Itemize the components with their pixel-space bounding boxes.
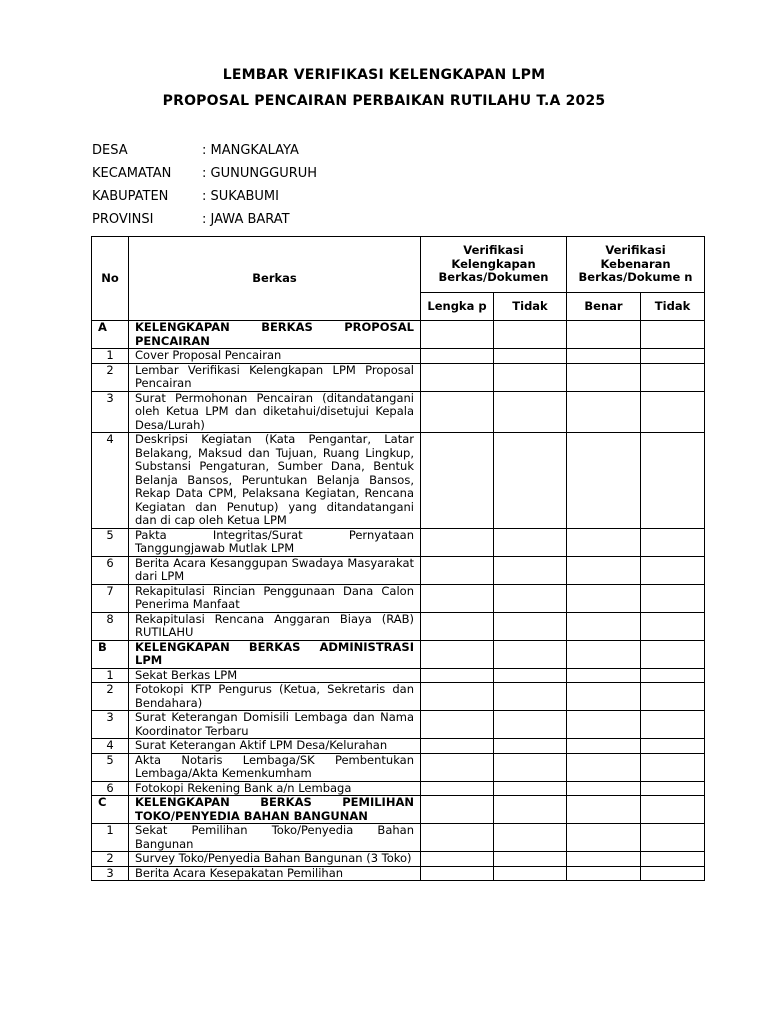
row-number: 2	[92, 363, 129, 391]
check-tidak-benar-cell[interactable]	[641, 556, 705, 584]
row-number: 1	[92, 824, 129, 852]
row-number: 5	[92, 528, 129, 556]
check-benar-cell[interactable]	[567, 640, 641, 668]
check-benar-cell[interactable]	[567, 824, 641, 852]
section-title: KELENGKAPAN BERKAS PEMILIHAN TOKO/PENYEDIA BAHAN BANGUNAN	[129, 796, 421, 824]
table-row	[92, 824, 705, 852]
check-tidak-benar-cell[interactable]	[641, 753, 705, 781]
berkas-item: Surat Keterangan Domisili Lembaga dan Nama Koordinator Terbaru	[129, 711, 421, 739]
table-row	[92, 781, 705, 796]
check-tidak-lengkap-cell[interactable]	[494, 668, 567, 683]
info-row-provinsi	[92, 210, 290, 230]
check-lengkap-cell[interactable]	[421, 391, 494, 433]
header-berkas: Berkas	[129, 237, 421, 321]
info-value: : SUKABUMI	[202, 189, 279, 204]
check-tidak-benar-cell[interactable]	[641, 321, 705, 349]
check-benar-cell[interactable]	[567, 349, 641, 364]
table-row	[92, 584, 705, 612]
row-number: 5	[92, 753, 129, 781]
check-lengkap-cell[interactable]	[421, 556, 494, 584]
berkas-item: Berita Acara Kesanggupan Swadaya Masyarakat dari LPM	[129, 556, 421, 584]
row-number: 3	[92, 866, 129, 881]
check-benar-cell[interactable]	[567, 433, 641, 529]
check-lengkap-cell[interactable]	[421, 433, 494, 529]
check-lengkap-cell[interactable]	[421, 781, 494, 796]
check-lengkap-cell[interactable]	[421, 584, 494, 612]
check-tidak-lengkap-cell[interactable]	[494, 556, 567, 584]
table-body	[92, 321, 705, 881]
info-row-desa	[92, 141, 299, 161]
berkas-item: Lembar Verifikasi Kelengkapan LPM Proposal Pencairan	[129, 363, 421, 391]
section-row	[92, 796, 705, 824]
berkas-item: Survey Toko/Penyedia Bahan Bangunan (3 Toko)	[129, 852, 421, 867]
check-tidak-benar-cell[interactable]	[641, 739, 705, 754]
check-lengkap-cell[interactable]	[421, 640, 494, 668]
check-tidak-lengkap-cell[interactable]	[494, 852, 567, 867]
section-row	[92, 321, 705, 349]
row-number: 2	[92, 852, 129, 867]
check-tidak-benar-cell[interactable]	[641, 528, 705, 556]
check-benar-cell[interactable]	[567, 391, 641, 433]
check-lengkap-cell[interactable]	[421, 824, 494, 852]
berkas-item: Surat Keterangan Aktif LPM Desa/Kelurahan	[129, 739, 421, 754]
check-lengkap-cell[interactable]	[421, 753, 494, 781]
check-tidak-benar-cell[interactable]	[641, 363, 705, 391]
row-number: 1	[92, 349, 129, 364]
row-number: 3	[92, 711, 129, 739]
berkas-item: Sekat Berkas LPM	[129, 668, 421, 683]
check-tidak-lengkap-cell[interactable]	[494, 528, 567, 556]
check-benar-cell[interactable]	[567, 528, 641, 556]
check-tidak-lengkap-cell[interactable]	[494, 796, 567, 824]
subheader-benar: Benar	[567, 293, 641, 321]
check-lengkap-cell[interactable]	[421, 612, 494, 640]
check-tidak-lengkap-cell[interactable]	[494, 824, 567, 852]
check-benar-cell[interactable]	[567, 321, 641, 349]
info-value: : JAWA BARAT	[202, 212, 290, 227]
check-benar-cell[interactable]	[567, 584, 641, 612]
table-row	[92, 668, 705, 683]
check-lengkap-cell[interactable]	[421, 349, 494, 364]
check-lengkap-cell[interactable]	[421, 796, 494, 824]
check-tidak-benar-cell[interactable]	[641, 391, 705, 433]
check-benar-cell[interactable]	[567, 612, 641, 640]
table-row	[92, 433, 705, 529]
row-number: 6	[92, 781, 129, 796]
info-row-kabupaten	[92, 187, 279, 207]
check-lengkap-cell[interactable]	[421, 852, 494, 867]
subheader-lengkap: Lengka p	[421, 293, 494, 321]
check-tidak-benar-cell[interactable]	[641, 824, 705, 852]
check-lengkap-cell[interactable]	[421, 528, 494, 556]
row-number: B	[92, 640, 129, 668]
table-row	[92, 739, 705, 754]
row-number: 6	[92, 556, 129, 584]
check-lengkap-cell[interactable]	[421, 321, 494, 349]
check-tidak-lengkap-cell[interactable]	[494, 584, 567, 612]
subheader-tidak-2: Tidak	[641, 293, 705, 321]
header-no: No	[92, 237, 129, 321]
check-lengkap-cell[interactable]	[421, 739, 494, 754]
subheader-tidak-1: Tidak	[494, 293, 567, 321]
check-benar-cell[interactable]	[567, 711, 641, 739]
check-tidak-benar-cell[interactable]	[641, 683, 705, 711]
section-row	[92, 640, 705, 668]
table-row	[92, 528, 705, 556]
row-number: 2	[92, 683, 129, 711]
berkas-item: Akta Notaris Lembaga/SK Pembentukan Lembaga/Akta Kemenkumham	[129, 753, 421, 781]
table-row	[92, 349, 705, 364]
document-title-line2: PROPOSAL PENCAIRAN PERBAIKAN RUTILAHU T.A 2025	[162, 93, 606, 109]
table-row	[92, 711, 705, 739]
info-value: : MANGKALAYA	[202, 143, 299, 158]
check-benar-cell[interactable]	[567, 866, 641, 881]
check-tidak-benar-cell[interactable]	[641, 584, 705, 612]
check-benar-cell[interactable]	[567, 363, 641, 391]
check-tidak-lengkap-cell[interactable]	[494, 781, 567, 796]
check-tidak-benar-cell[interactable]	[641, 668, 705, 683]
row-number: A	[92, 321, 129, 349]
table-row	[92, 363, 705, 391]
info-label: KECAMATAN	[92, 166, 172, 181]
section-title: KELENGKAPAN BERKAS PROPOSAL PENCAIRAN	[129, 321, 421, 349]
row-number: 8	[92, 612, 129, 640]
table-row	[92, 852, 705, 867]
berkas-item	[129, 866, 421, 881]
check-tidak-lengkap-cell[interactable]	[494, 433, 567, 529]
check-tidak-benar-cell[interactable]	[641, 711, 705, 739]
check-benar-cell[interactable]	[567, 781, 641, 796]
table-row	[92, 683, 705, 711]
info-value: : GUNUNGGURUH	[202, 166, 318, 181]
check-tidak-lengkap-cell[interactable]	[494, 753, 567, 781]
berkas-item: Deskripsi Kegiatan (Kata Pengantar, Latar Belakang, Maksud dan Tujuan, Ruang Lingkup, Substansi Pengaturan, Sumber Dana, Bentuk Belanja Bansos, Peruntukan Belanja Bansos, Rekap Data CPM, Pelaksana Kegiatan, Rencana Kegiatan dan Penutup) yang ditandatangani dan di cap oleh Ketua LPM	[129, 433, 421, 529]
berkas-item: Cover Proposal Pencairan	[129, 349, 421, 364]
berkas-item: Rekapitulasi Rencana Anggaran Biaya (RAB) RUTILAHU	[129, 612, 421, 640]
check-benar-cell[interactable]	[567, 556, 641, 584]
check-lengkap-cell[interactable]	[421, 866, 494, 881]
check-lengkap-cell[interactable]	[421, 363, 494, 391]
check-tidak-lengkap-cell[interactable]	[494, 683, 567, 711]
check-tidak-lengkap-cell[interactable]	[494, 363, 567, 391]
info-row-kecamatan	[92, 164, 317, 184]
check-benar-cell[interactable]	[567, 753, 641, 781]
check-benar-cell[interactable]	[567, 852, 641, 867]
berkas-item: Rekapitulasi Rincian Penggunaan Dana Calon Penerima Manfaat	[129, 584, 421, 612]
check-tidak-lengkap-cell[interactable]	[494, 391, 567, 433]
document-title-line1: LEMBAR VERIFIKASI KELENGKAPAN LPM	[222, 67, 546, 83]
row-number: 3	[92, 391, 129, 433]
berkas-item: Fotokopi Rekening Bank a/n Lembaga	[129, 781, 421, 796]
check-tidak-lengkap-cell[interactable]	[494, 739, 567, 754]
header-verifikasi-kelengkapan: Verifikasi Kelengkapan Berkas/Dokumen	[421, 237, 567, 293]
row-number: 4	[92, 739, 129, 754]
check-tidak-benar-cell[interactable]	[641, 612, 705, 640]
check-tidak-lengkap-cell[interactable]	[494, 321, 567, 349]
info-label: PROVINSI	[92, 212, 154, 227]
header-verifikasi-kebenaran: Verifikasi Kebenaran Berkas/Dokume n	[567, 237, 705, 293]
check-tidak-benar-cell[interactable]	[641, 640, 705, 668]
check-tidak-benar-cell[interactable]	[641, 433, 705, 529]
berkas-item-text: Berita Acara Kesepakatan Pemilihan	[135, 866, 344, 880]
info-label: DESA	[92, 143, 128, 158]
check-tidak-lengkap-cell[interactable]	[494, 640, 567, 668]
check-tidak-lengkap-cell[interactable]	[494, 866, 567, 881]
berkas-item: Sekat Pemilihan Toko/Penyedia Bahan Bangunan	[129, 824, 421, 852]
check-benar-cell[interactable]	[567, 796, 641, 824]
check-lengkap-cell[interactable]	[421, 668, 494, 683]
verification-table	[91, 236, 705, 881]
row-number: 7	[92, 584, 129, 612]
check-tidak-benar-cell[interactable]	[641, 796, 705, 824]
check-lengkap-cell[interactable]	[421, 683, 494, 711]
table-row	[92, 866, 705, 881]
info-label: KABUPATEN	[92, 189, 169, 204]
table-header-row	[92, 237, 705, 293]
check-tidak-benar-cell[interactable]	[641, 852, 705, 867]
check-benar-cell[interactable]	[567, 683, 641, 711]
check-tidak-benar-cell[interactable]	[641, 349, 705, 364]
check-tidak-benar-cell[interactable]	[641, 866, 705, 881]
row-number: 4	[92, 433, 129, 529]
table-row	[92, 753, 705, 781]
check-lengkap-cell[interactable]	[421, 711, 494, 739]
berkas-item: Fotokopi KTP Pengurus (Ketua, Sekretaris dan Bendahara)	[129, 683, 421, 711]
check-tidak-lengkap-cell[interactable]	[494, 711, 567, 739]
table-row	[92, 612, 705, 640]
check-tidak-lengkap-cell[interactable]	[494, 349, 567, 364]
check-benar-cell[interactable]	[567, 668, 641, 683]
table-row	[92, 556, 705, 584]
section-title: KELENGKAPAN BERKAS ADMINISTRASI LPM	[129, 640, 421, 668]
check-tidak-lengkap-cell[interactable]	[494, 612, 567, 640]
table-row	[92, 391, 705, 433]
check-benar-cell[interactable]	[567, 739, 641, 754]
berkas-item: Surat Permohonan Pencairan (ditandatangani oleh Ketua LPM dan diketahui/disetujui Kepala Desa/Lurah)	[129, 391, 421, 433]
row-number: C	[92, 796, 129, 824]
berkas-item: Pakta Integritas/Surat Pernyataan Tanggungjawab Mutlak LPM	[129, 528, 421, 556]
check-tidak-benar-cell[interactable]	[641, 781, 705, 796]
row-number: 1	[92, 668, 129, 683]
